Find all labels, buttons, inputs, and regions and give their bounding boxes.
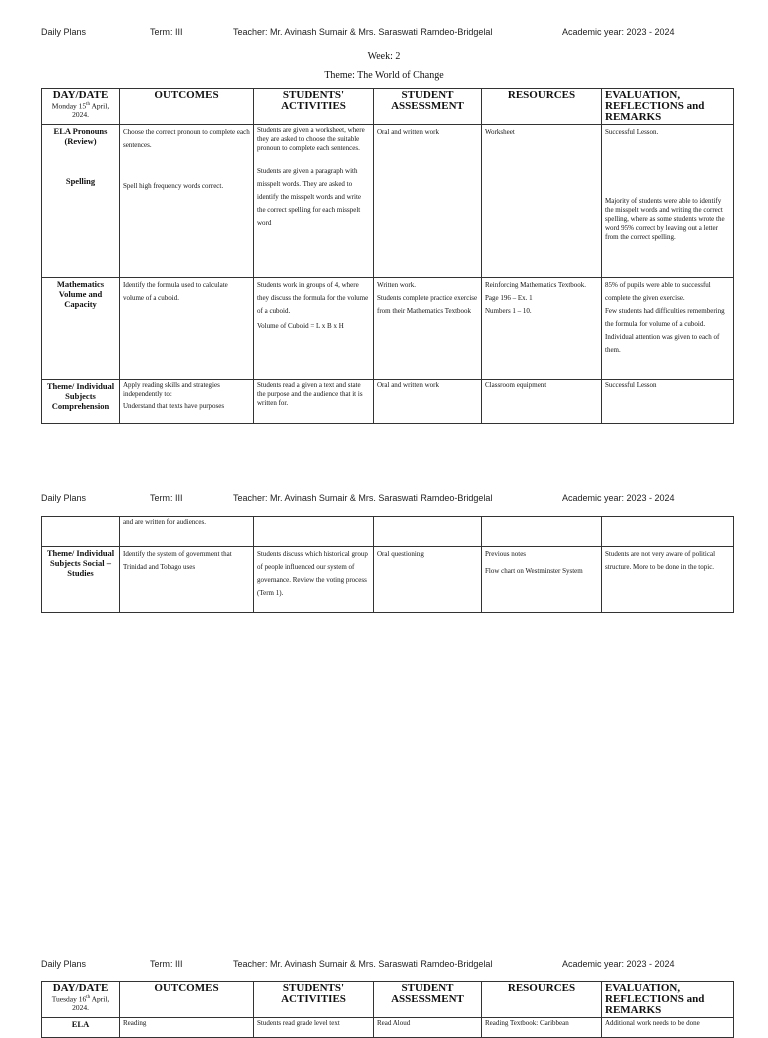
- col-activities: STUDENTS' ACTIVITIES: [254, 982, 374, 1018]
- header-term: Term: III: [150, 959, 183, 969]
- col-resources: RESOURCES: [482, 982, 602, 1018]
- page-header: [0, 959, 768, 973]
- subject-comprehension: Theme/ Individual Subjects Comprehension: [42, 380, 120, 424]
- outcomes-cell: and are written for audiences.: [120, 517, 254, 547]
- activities-cell: Students read grade level text: [254, 1018, 374, 1038]
- header-academic-year: Academic year: 2023 - 2024: [562, 493, 675, 503]
- assessment-cell: Read Aloud: [374, 1018, 482, 1038]
- header-term: Term: III: [150, 27, 183, 37]
- page-header: [0, 27, 768, 41]
- evaluation-cell: Successful Lesson. Majority of students were able to identify the misspelt words and writing the correct spelling, where as some students wrote the word 95% correct by leaving out a letter from the correct spelling.: [602, 125, 734, 278]
- col-assessment: STUDENT ASSESSMENT: [374, 89, 482, 125]
- col-activities: STUDENTS' ACTIVITIES: [254, 89, 374, 125]
- day1-date: Monday 15th April, 2024.: [51, 101, 110, 119]
- header-daily-plans: Daily Plans: [41, 27, 87, 37]
- header-term: Term: III: [150, 493, 183, 503]
- evaluation-cell: Successful Lesson: [602, 380, 734, 424]
- plan-table-page3: [41, 981, 734, 1038]
- table-row: [42, 547, 734, 613]
- assessment-cell: Oral and written work: [374, 380, 482, 424]
- header-teacher: Teacher: Mr. Avinash Sumair & Mrs. Saraswati Ramdeo-Bridgelal: [233, 959, 493, 969]
- outcomes-cell: Identify the formula used to calculate volume of a cuboid.: [120, 278, 254, 380]
- week-label: Week: 2: [367, 51, 401, 62]
- resources-cell: Reading Textbook: Caribbean: [482, 1018, 602, 1038]
- theme-label: Theme: The World of Change: [324, 70, 444, 81]
- col-assessment: STUDENT ASSESSMENT: [374, 982, 482, 1018]
- activities-cell: Students work in groups of 4, where they discuss the formula for the volume of a cuboid. Volume of Cuboid = L x B x H: [254, 278, 374, 380]
- subject-spelling: Spelling: [65, 176, 96, 186]
- header-academic-year: Academic year: 2023 - 2024: [562, 959, 675, 969]
- page-header: [0, 493, 768, 507]
- header-daily-plans: Daily Plans: [41, 959, 87, 969]
- table-header-row: [42, 89, 734, 125]
- evaluation-cell: Students are not very aware of political structure. More to be done in the topic.: [602, 547, 734, 613]
- assessment-cell: Oral questioning: [374, 547, 482, 613]
- table-row: [42, 380, 734, 424]
- assessment-cell: Written work. Students complete practice exercise from their Mathematics Textbook: [374, 278, 482, 380]
- col-outcomes: OUTCOMES: [120, 89, 254, 125]
- outcomes-cell: Identify the system of government that Trinidad and Tobago uses: [120, 547, 254, 613]
- subject-cell: [42, 125, 120, 278]
- assessment-cell: Oral and written work: [374, 125, 482, 278]
- col-evaluation: EVALUATION, REFLECTIONS and REMARKS: [602, 89, 734, 125]
- plan-table-page2: [41, 516, 734, 613]
- table-row: [42, 517, 734, 547]
- evaluation-cell: 85% of pupils were able to successful complete the given exercise. Few students had difficulties remembering the formula for volume of a cuboid. Individual attention was given to each of them.: [602, 278, 734, 380]
- header-teacher: Teacher: Mr. Avinash Sumair & Mrs. Saraswati Ramdeo-Bridgelal: [233, 27, 493, 37]
- header-daily-plans: Daily Plans: [41, 493, 87, 503]
- activities-cell: Students read a given a text and state the purpose and the audience that it is written for.: [254, 380, 374, 424]
- header-academic-year: Academic year: 2023 - 2024: [562, 27, 675, 37]
- table-row: [42, 278, 734, 380]
- table-row: [42, 125, 734, 278]
- resources-cell: Worksheet: [482, 125, 602, 278]
- outcomes-cell: Choose the correct pronoun to complete each sentences. Spell high frequency words correct.: [120, 125, 254, 278]
- col-resources: RESOURCES: [482, 89, 602, 125]
- subject-ela-day2: ELA: [42, 1018, 120, 1038]
- col-evaluation: EVALUATION, REFLECTIONS and REMARKS: [602, 982, 734, 1018]
- col-daydate: DAY/DATE Monday 15th April, 2024.: [42, 89, 120, 125]
- table-row: [42, 1018, 734, 1038]
- plan-table-page1: [41, 88, 734, 424]
- subject-math: Mathematics Volume and Capacity: [42, 278, 120, 380]
- header-teacher: Teacher: Mr. Avinash Sumair & Mrs. Saraswati Ramdeo-Bridgelal: [233, 493, 493, 503]
- table-header-row: [42, 982, 734, 1018]
- col-daydate: DAY/DATE Tuesday 16th April, 2024.: [42, 982, 120, 1018]
- day2-date: Tuesday 16th April, 2024.: [51, 994, 110, 1012]
- evaluation-cell: Additional work needs to be done: [602, 1018, 734, 1038]
- outcomes-cell: Reading: [120, 1018, 254, 1038]
- activities-cell: Students discuss which historical group of people influenced our system of governance. Review the voting process (Term 1).: [254, 547, 374, 613]
- outcomes-cell: Apply reading skills and strategies independently to: Understand that texts have purposes: [120, 380, 254, 424]
- subject-social-studies: Theme/ Individual Subjects Social – Studies: [42, 547, 120, 613]
- resources-cell: Reinforcing Mathematics Textbook. Page 196 – Ex. 1 Numbers 1 – 10.: [482, 278, 602, 380]
- resources-cell: Previous notes Flow chart on Westminster System: [482, 547, 602, 613]
- col-outcomes: OUTCOMES: [120, 982, 254, 1018]
- subject-ela: ELA Pronouns (Review): [53, 126, 108, 146]
- activities-cell: Students are given a worksheet, where they are asked to choose the suitable pronoun to complete each sentences. Students are given a paragraph with misspelt words. They are asked to identify the misspelt words and write the correct spelling for each misspelt word: [254, 125, 374, 278]
- resources-cell: Classroom equipment: [482, 380, 602, 424]
